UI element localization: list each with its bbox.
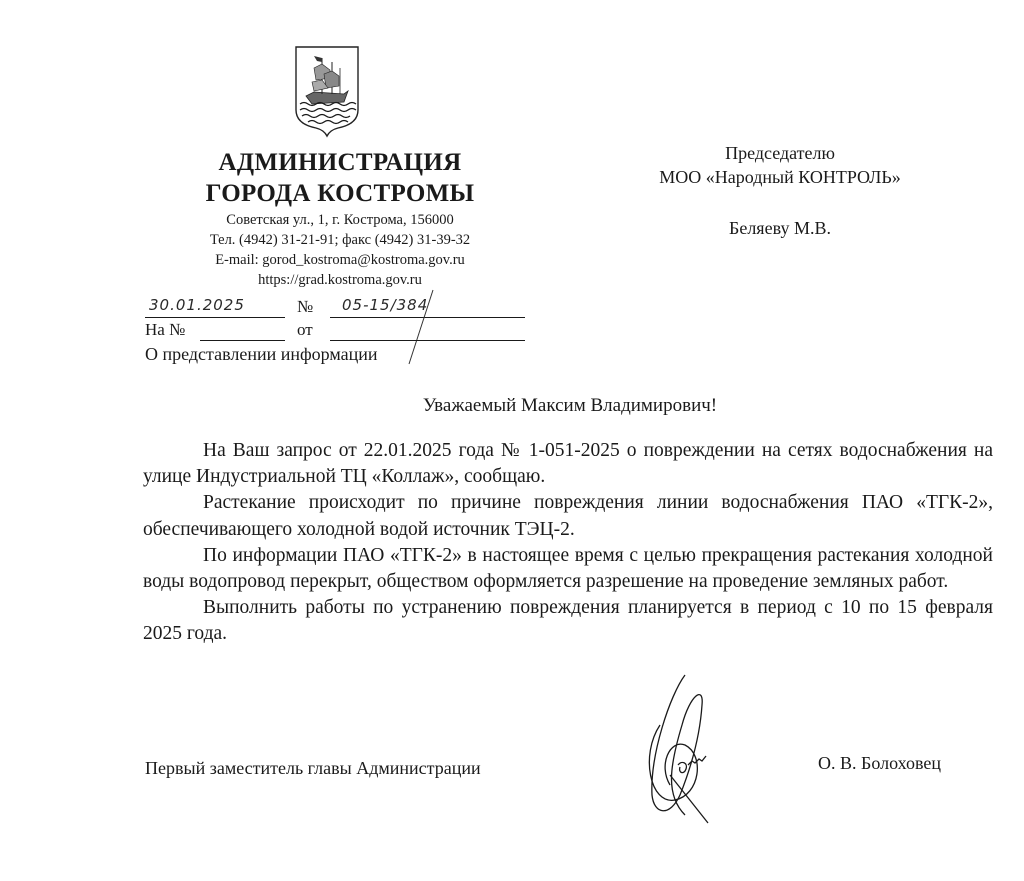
org-website: https://grad.kostroma.gov.ru [258,272,422,288]
handwritten-signature-icon [630,665,740,825]
letter-body [143,438,993,648]
signatory-position: Первый заместитель главы Администрации [145,758,481,778]
recipient-organization: МОО «Народный КОНТРОЛЬ» [659,167,901,187]
letter-greeting: Уважаемый Максим Владимирович! [422,395,718,416]
registration-date: 30.01.2025 [149,296,245,314]
body-paragraph: Выполнить работы по устранению повреждения планируется в период с 10 по 15 февраля 2025 года. [143,597,993,645]
org-name-line2: ГОРОДА КОСТРОМЫ [205,180,475,207]
org-name-line1: АДМИНИСТРАЦИЯ [218,149,462,176]
reply-to-field [200,320,285,341]
org-phone-fax: Тел. (4942) 31-21-91; факс (4942) 31-39-32 [209,232,471,248]
org-email: E-mail: gorod_kostroma@kostroma.gov.ru [215,252,465,268]
org-address: Советская ул., 1, г. Кострома, 156000 [226,212,454,228]
body-paragraph: Растекание происходит по причине повреждения линии водоснабжения ПАО «ТГК-2», обеспечивающего холодной водой источник ТЭЦ-2. [143,492,993,540]
from-field [330,320,525,341]
registration-number: 05-15/384 [342,296,429,314]
recipient-name: Беляеву М.В. [729,218,831,238]
registration-date-field [145,295,285,318]
signatory-name: О. В. Болоховец [818,753,941,773]
body-paragraph: На Ваш запрос от 22.01.2025 года № 1-051-2025 о повреждении на сетях водоснабжения на улице Индустриальной ТЦ «Коллаж», сообщаю. [143,440,993,488]
recipient-position: Председателю [725,143,835,163]
letter-subject: О представлении информации [145,344,378,364]
coat-of-arms-icon [292,44,362,138]
body-paragraph: По информации ПАО «ТГК-2» в настоящее время с целью прекращения растекания холодной воды водопровод перекрыт, обществом оформляется разрешение на проведение земляных работ. [143,544,993,593]
registration-number-label: № [297,297,314,316]
from-label: от [297,320,313,339]
reply-to-label: На № [145,320,186,339]
